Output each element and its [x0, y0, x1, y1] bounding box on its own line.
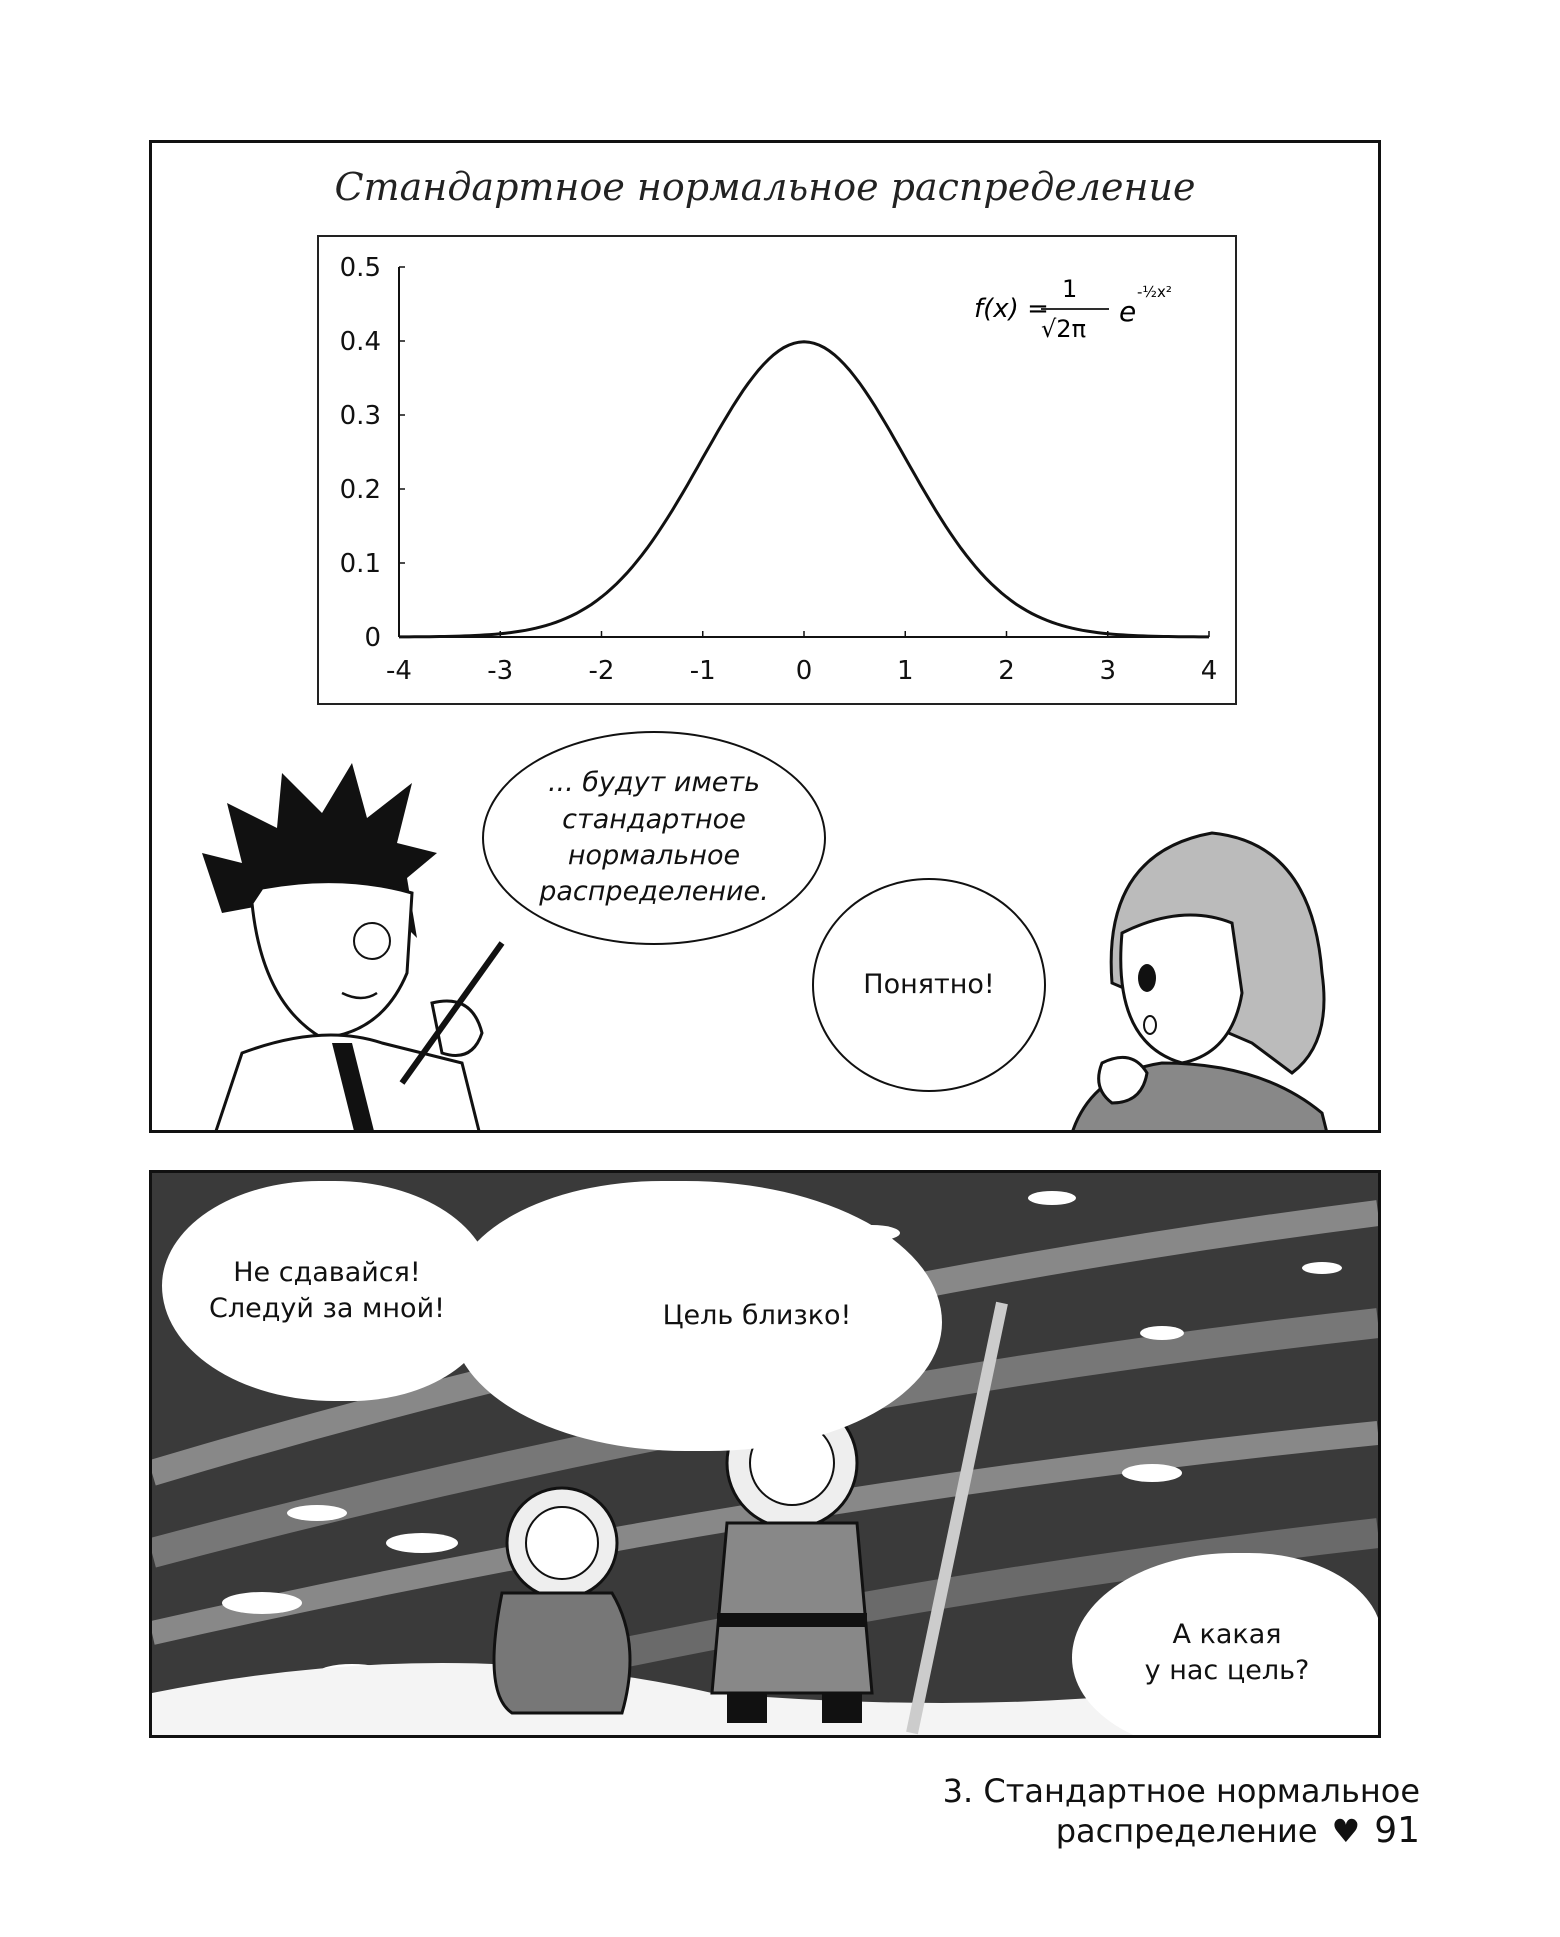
y-tick-label: 0.4 [339, 327, 381, 357]
girl-illustration [1032, 813, 1352, 1133]
panel-bottom [149, 1170, 1381, 1738]
panel-top [149, 140, 1381, 1133]
x-tick-label: -1 [689, 656, 716, 686]
x-tick-label: -3 [487, 656, 514, 686]
x-tick-label: 1 [896, 656, 914, 686]
formula-numerator: 1 [1062, 275, 1078, 303]
teacher-face [252, 882, 412, 1038]
x-tick-label: 4 [1200, 656, 1218, 686]
x-tick-label: -4 [386, 656, 412, 686]
speech-cloud-right: Цель близко! [452, 1181, 942, 1451]
chapter-title: 3. Стандартное нормальное распределение [942, 1772, 1420, 1850]
y-tick-label: 0.5 [339, 253, 381, 283]
chart-frame [317, 235, 1237, 705]
speech-bubble-teacher: ... будут иметь стандартное нормальное распределение. [482, 731, 826, 945]
normal-curve-line [399, 342, 1209, 637]
normal-distribution-chart [319, 237, 1235, 703]
formula-lhs: f(x) = [974, 294, 1049, 324]
speech-cloud-corner: А какая у нас цель? [1072, 1553, 1381, 1738]
explorer-small [494, 1488, 630, 1713]
x-tick-label: 2 [998, 656, 1015, 686]
heart-icon: ♥ [1331, 1812, 1361, 1850]
page-footer [600, 1772, 1420, 1851]
x-tick-label: -2 [588, 656, 615, 686]
page-number: 91 [1374, 1810, 1420, 1851]
formula-base: e [1119, 295, 1137, 328]
formula-denominator: √2π [1041, 315, 1087, 343]
chart-title: Стандартное нормальное распределение [334, 165, 1196, 209]
speech-cloud-left: Не сдавайся! Следуй за мной! [162, 1181, 492, 1401]
x-tick-label: 3 [1099, 656, 1117, 686]
y-tick-label: 0.2 [339, 475, 381, 505]
formula [974, 275, 1172, 343]
speech-bubble-girl: Понятно! [812, 878, 1046, 1092]
y-tick-label: 0 [364, 623, 381, 653]
y-tick-label: 0.3 [339, 401, 381, 431]
y-tick-label: 0.1 [339, 549, 381, 579]
formula-exponent: -½x² [1137, 283, 1172, 301]
girl-face [1121, 915, 1242, 1063]
x-tick-label: 0 [795, 656, 813, 686]
